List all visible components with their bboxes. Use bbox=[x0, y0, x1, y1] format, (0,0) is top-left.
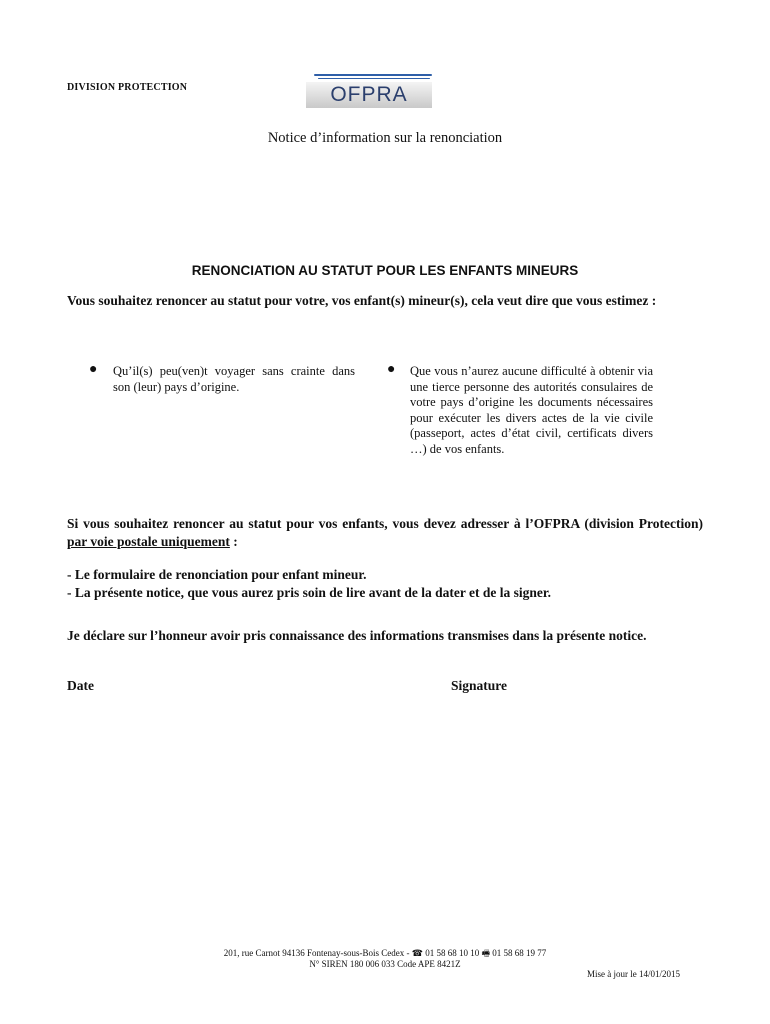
bullet-icon: ● bbox=[89, 362, 98, 377]
document-item: - La présente notice, que vous aurez pris soin de lire avant de la dater et de la signer. bbox=[67, 585, 551, 600]
signature-label: Signature bbox=[451, 678, 508, 693]
bullet-icon: ● bbox=[387, 362, 396, 377]
page-title: Notice d’information sur la renonciation bbox=[267, 130, 503, 146]
instructions-underlined: par voie postale uniquement bbox=[67, 534, 230, 549]
date-label: Date bbox=[67, 678, 94, 693]
division-label: DIVISION PROTECTION bbox=[67, 82, 188, 93]
footer-address: 201, rue Carnot 94136 Fontenay-sous-Bois Cedex - ☎ 01 58 68 10 10 🖷 01 58 68 19 77 bbox=[223, 948, 547, 958]
footer bbox=[0, 948, 770, 970]
documents-list bbox=[67, 566, 703, 602]
bullet-item: Que vous n’aurez aucune difficulté à obtenir via une tierce personne des autorités consulaires de votre pays d’origine les documents nécessaires pour exécuter les divers actes de la vie civile (passeport, actes d’état civil, certificats divers …) de vos enfants. bbox=[410, 364, 653, 456]
instructions-suffix: : bbox=[229, 534, 238, 549]
instructions-text: Si vous souhaitez renoncer au statut pour vos enfants, vous devez adresser à l’OFPRA (division Protection) bbox=[67, 516, 703, 531]
intro-paragraph: Vous souhaitez renoncer au statut pour votre, vos enfant(s) mineur(s), cela veut dire que vous estimez : bbox=[67, 293, 657, 308]
section-title: RENONCIATION AU STATUT POUR LES ENFANTS MINEURS bbox=[191, 263, 579, 278]
logo-text: OFPRA bbox=[306, 82, 432, 108]
document-item: - Le formulaire de renonciation pour enfant mineur. bbox=[67, 567, 367, 582]
ofpra-logo bbox=[306, 72, 434, 110]
declaration-paragraph: Je déclare sur l’honneur avoir pris connaissance des informations transmises dans la présente notice. bbox=[67, 628, 647, 643]
footer-siren: N° SIREN 180 006 033 Code APE 8421Z bbox=[309, 959, 461, 969]
logo-stripe bbox=[318, 78, 430, 79]
update-date: Mise à jour le 14/01/2015 bbox=[587, 969, 680, 979]
logo-stripe bbox=[314, 74, 432, 76]
bullet-item: Qu’il(s) peu(ven)t voyager sans crainte dans son (leur) pays d’origine. bbox=[113, 364, 355, 394]
instructions-paragraph bbox=[67, 515, 703, 551]
